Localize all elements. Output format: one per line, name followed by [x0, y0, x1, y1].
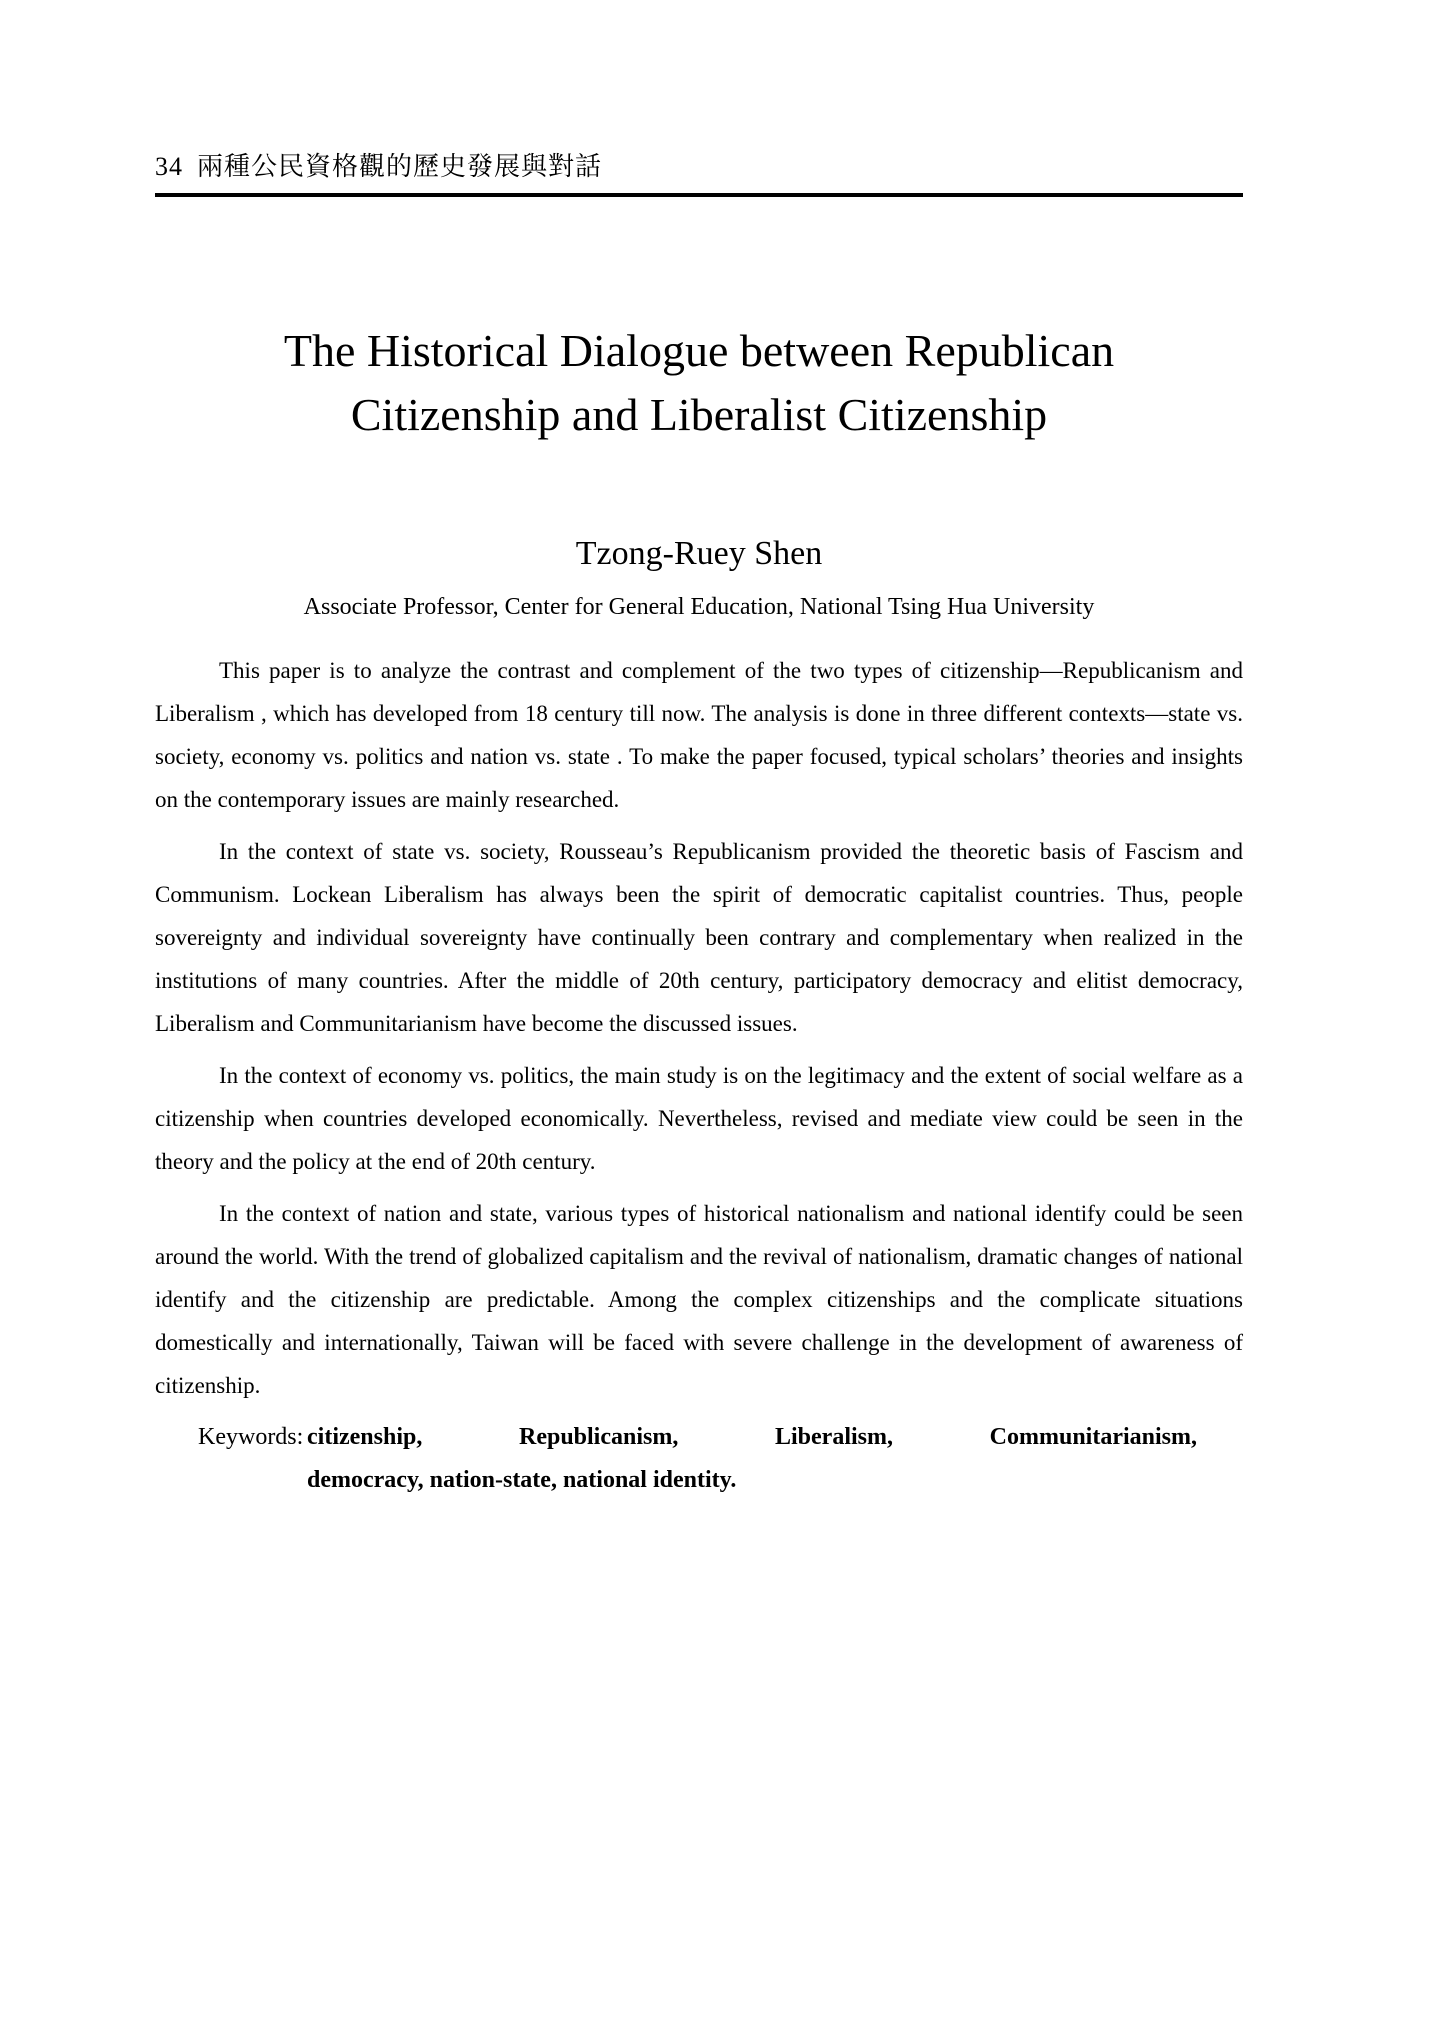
abstract-paragraph-4: In the context of nation and state, various types of historical nationalism and national identify could be seen around the world. With the trend of globalized capitalism and the revival of nationalism, dramatic changes of national identify and the citizenship are predictable. Among the complex citizenships and the complicate situations domestically and internationally, Taiwan will be faced with severe challenge in the development of awareness of citizenship.: [155, 1201, 1243, 1398]
keywords-label: Keywords:: [198, 1424, 304, 1450]
abstract-paragraph-2: In the context of state vs. society, Rousseau’s Republicanism provided the theoretic basis of Fascism and Communism. Lockean Liberalism has always been the spirit of democratic capitalist countries. Thus, people sovereignty and individual sovereignty have continually been contrary and complementary when realized in the institutions of many countries. After the middle of 20th century, participatory democracy and elitist democracy, Liberalism and Communitarianism have become the discussed issues.: [155, 839, 1243, 1036]
paper-title-line-1: The Historical Dialogue between Republican: [283, 325, 1115, 376]
paper-title-line-2: Citizenship and Liberalist Citizenship: [350, 389, 1048, 440]
keywords-section: [155, 1416, 1243, 1502]
author-affiliation: Associate Professor, Center for General Education, National Tsing Hua University: [303, 594, 1095, 620]
header-rule: [155, 193, 1243, 197]
keywords-values: [307, 1416, 1197, 1502]
author-name: Tzong-Ruey Shen: [575, 535, 823, 572]
page-content: [155, 150, 1243, 1502]
keywords-line-1: citizenship, Republicanism, Liberalism, Communitarianism,: [307, 1424, 1197, 1450]
page-number: 34: [155, 152, 183, 181]
keywords-line-2: democracy, nation-state, national identity.: [307, 1467, 737, 1493]
running-title: 兩種公民資格觀的歷史發展與對話: [197, 152, 603, 181]
paper-title: [155, 319, 1243, 447]
abstract-paragraph-1: This paper is to analyze the contrast and complement of the two types of citizenship—Republicanism and Liberalism , which has developed from 18 century till now. The analysis is done in three different contexts—state vs. society, economy vs. politics and nation vs. state . To make the paper focused, typical scholars’ theories and insights on the contemporary issues are mainly researched.: [155, 658, 1243, 812]
abstract-paragraph-3: In the context of economy vs. politics, the main study is on the legitimacy and the extent of social welfare as a citizenship when countries developed economically. Nevertheless, revised and mediate view could be seen in the theory and the policy at the end of 20th century.: [155, 1063, 1243, 1174]
running-header: [155, 150, 1243, 184]
